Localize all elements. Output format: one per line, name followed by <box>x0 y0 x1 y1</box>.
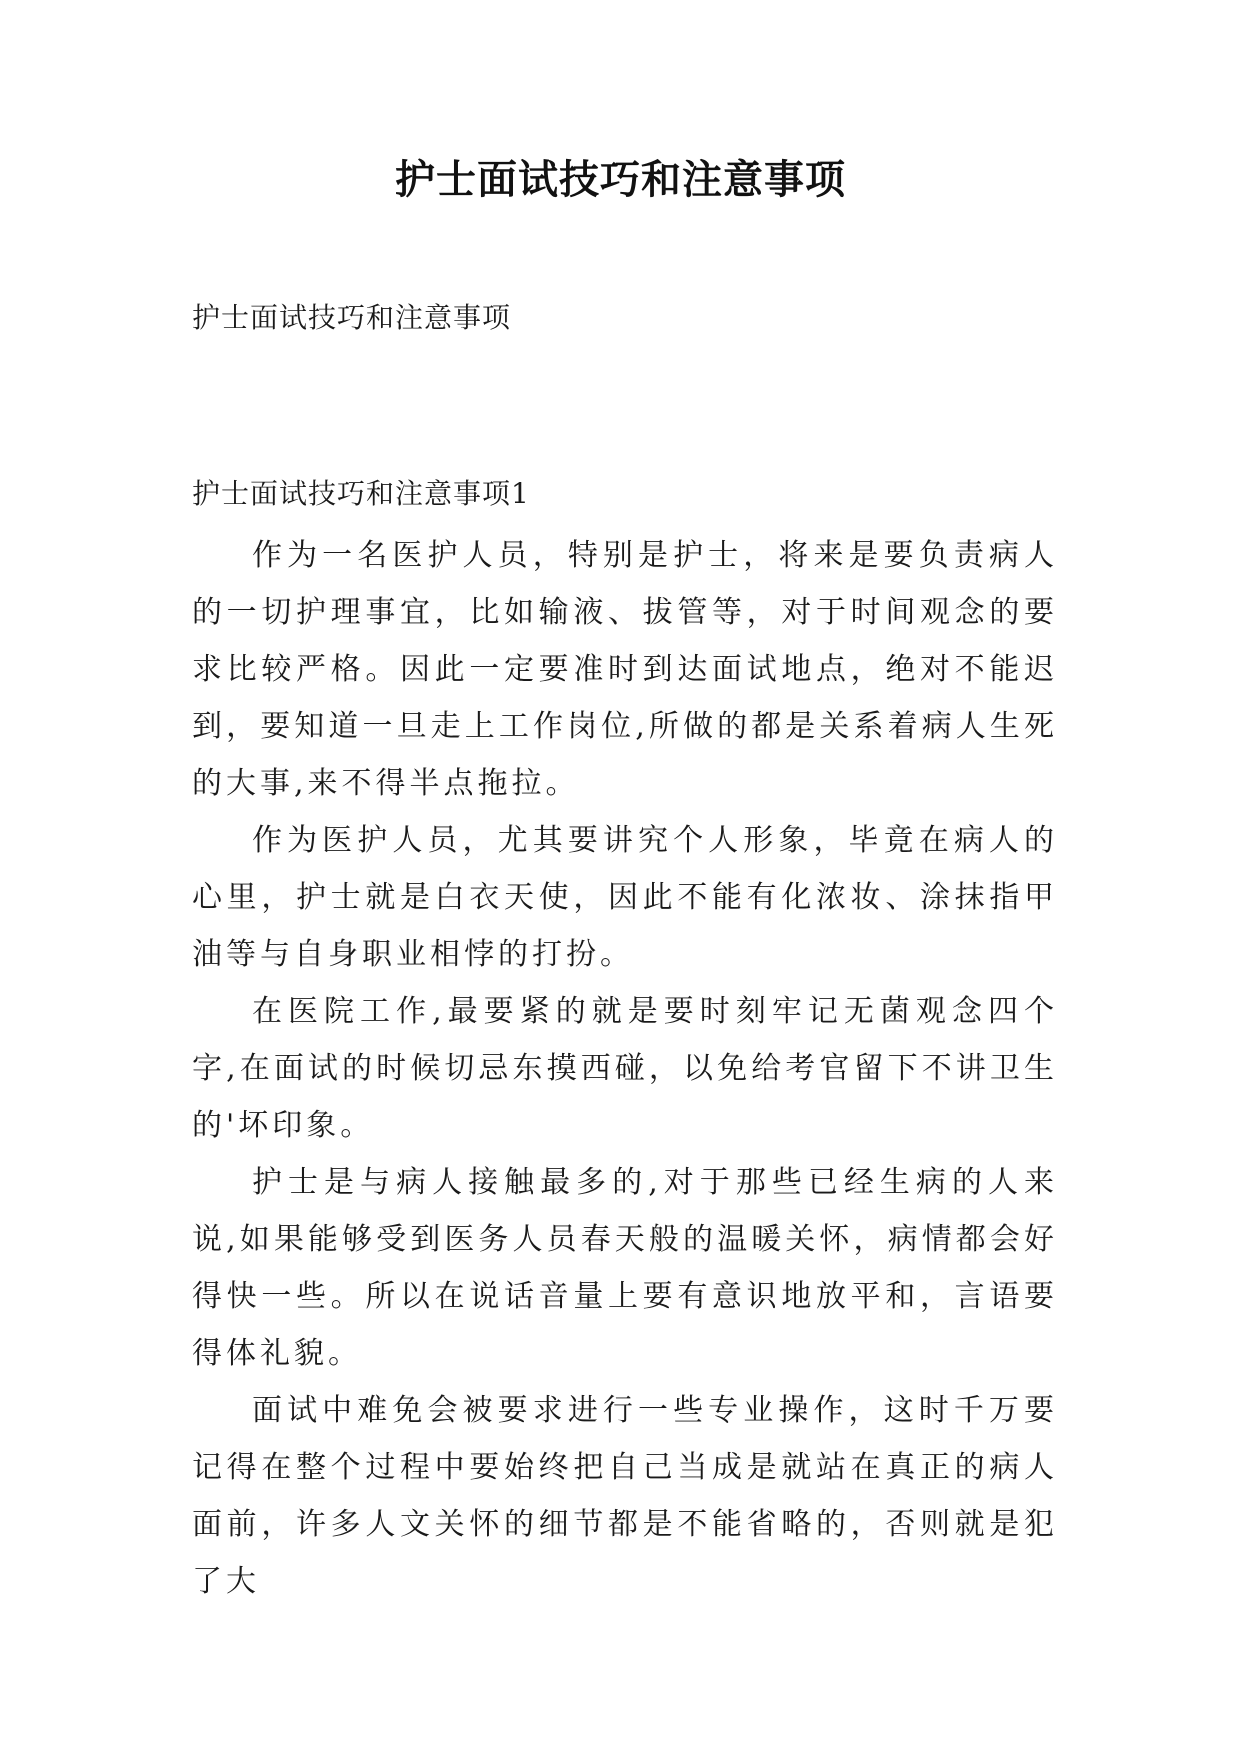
document-title: 护士面试技巧和注意事项 <box>395 156 846 203</box>
body-paragraph: 作为医护人员，尤其要讲究个人形象，毕竟在病人的心里，护士就是白衣天使，因此不能有化浓妆、涂抹指甲油等与自身职业相悖的打扮。 <box>192 823 1058 972</box>
body-paragraph: 在医院工作,最要紧的就是要时刻牢记无菌观念四个字,在面试的时候切忌东摸西碰，以免给考官留下不讲卫生的'坏印象。 <box>192 994 1058 1143</box>
section-heading: 护士面试技巧和注意事项1 <box>192 477 530 510</box>
body-paragraph: 护士是与病人接触最多的,对于那些已经生病的人来说,如果能够受到医务人员春天般的温暖关怀，病情都会好得快一些。所以在说话音量上要有意识地放平和，言语要得体礼貌。 <box>192 1165 1058 1371</box>
document-body <box>192 527 1058 1610</box>
body-paragraph: 作为一名医护人员，特别是护士，将来是要负责病人的一切护理事宜，比如输液、拔管等，对于时间观念的要求比较严格。因此一定要准时到达面试地点，绝对不能迟到，要知道一旦走上工作岗位,所做的都是关系着病人生死的大事,来不得半点拖拉。 <box>192 538 1058 801</box>
body-paragraph: 面试中难免会被要求进行一些专业操作，这时千万要记得在整个过程中要始终把自己当成是就站在真正的病人面前，许多人文关怀的细节都是不能省略的，否则就是犯了大 <box>192 1393 1058 1599</box>
document-subtitle: 护士面试技巧和注意事项 <box>192 301 512 334</box>
